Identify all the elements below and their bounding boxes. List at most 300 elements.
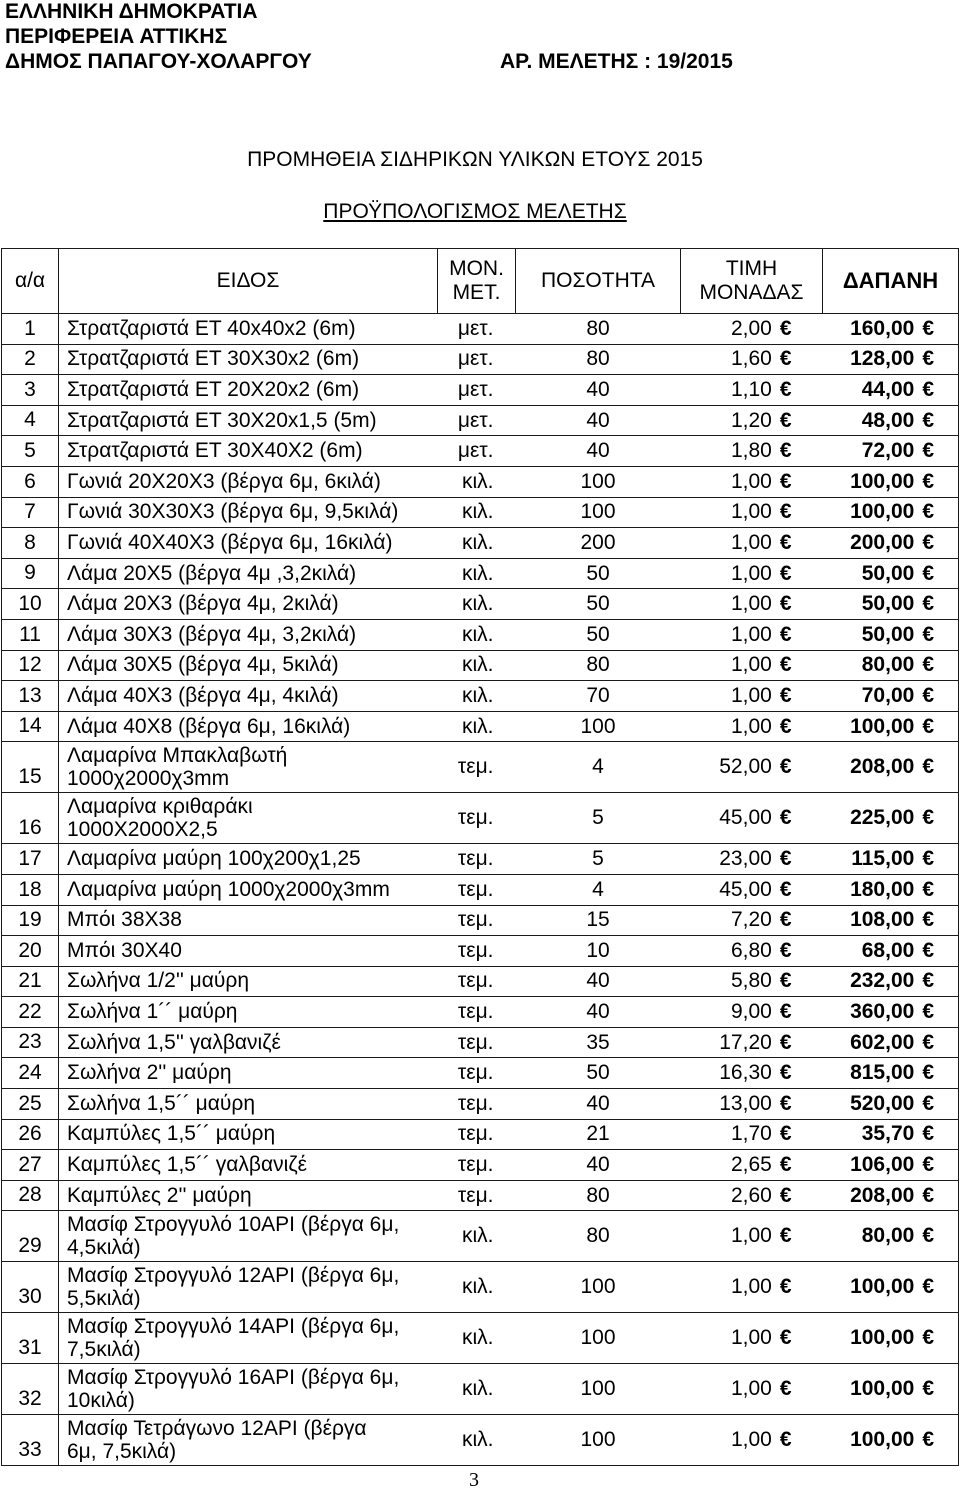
unit-of-measure: τεμ. xyxy=(457,1030,494,1054)
unit-price: 1,00 xyxy=(730,561,772,585)
column-header-item xyxy=(59,249,438,314)
quantity: 40 xyxy=(586,439,610,463)
total-cost-cell xyxy=(823,844,959,875)
table-row xyxy=(2,650,959,681)
unit-of-measure-cell xyxy=(438,1262,516,1313)
quantity-cell xyxy=(516,1415,681,1466)
table-row xyxy=(2,375,959,406)
euro-sign: € xyxy=(779,377,792,401)
item-description: Μασίφ Στρογγυλό 10ΑΡΙ (βέργα 6μ, 4,5κιλά) xyxy=(67,1213,400,1260)
item-description-cell xyxy=(59,1119,438,1150)
row-number: 7 xyxy=(24,500,36,524)
unit-price-cell xyxy=(681,711,823,742)
unit-of-measure-cell xyxy=(438,528,516,559)
table-row xyxy=(2,874,959,905)
total-cost-cell xyxy=(823,1058,959,1089)
euro-sign: € xyxy=(779,1061,792,1085)
row-number: 26 xyxy=(18,1122,42,1146)
quantity-cell xyxy=(516,650,681,681)
row-number: 33 xyxy=(18,1438,42,1462)
table-row xyxy=(2,436,959,467)
unit-of-measure: μετ. xyxy=(457,377,494,401)
unit-of-measure-cell xyxy=(438,1089,516,1120)
row-number-cell xyxy=(2,1313,59,1364)
euro-sign: € xyxy=(922,938,934,962)
quantity-cell xyxy=(516,711,681,742)
quantity: 100 xyxy=(580,1275,616,1299)
column-header-price-line2: ΜΟΝΑΔΑΣ xyxy=(699,281,804,304)
item-description: Λαμαρίνα κριθαράκι 1000Χ2000Χ2,5 xyxy=(67,795,253,842)
total-cost: 100,00 xyxy=(850,469,915,493)
quantity-cell xyxy=(516,1027,681,1058)
unit-of-measure: μετ. xyxy=(457,347,494,371)
euro-sign: € xyxy=(922,1061,934,1085)
row-number-cell xyxy=(2,1150,59,1181)
total-cost-cell xyxy=(823,1364,959,1415)
total-cost-cell xyxy=(823,1211,959,1262)
row-number: 9 xyxy=(24,561,36,585)
item-description-cell xyxy=(59,528,438,559)
quantity: 80 xyxy=(586,1183,610,1207)
unit-of-measure: κιλ. xyxy=(462,530,494,554)
total-cost-cell xyxy=(823,1027,959,1058)
euro-sign: € xyxy=(779,439,792,463)
total-cost: 50,00 xyxy=(861,622,915,646)
row-number: 21 xyxy=(18,969,42,993)
quantity: 40 xyxy=(586,1153,610,1177)
euro-sign: € xyxy=(922,1122,934,1146)
total-cost-cell xyxy=(823,497,959,528)
table-row xyxy=(2,405,959,436)
euro-sign: € xyxy=(922,500,934,524)
unit-price: 1,70 xyxy=(730,1122,772,1146)
quantity: 10 xyxy=(586,938,610,962)
unit-of-measure-cell xyxy=(438,650,516,681)
unit-price-cell xyxy=(681,436,823,467)
quantity-cell xyxy=(516,793,681,844)
total-cost-cell xyxy=(823,528,959,559)
total-cost: 100,00 xyxy=(850,714,915,738)
country-name: ΕΛΛΗΝΙΚΗ ΔΗΜΟΚΡΑΤΙΑ xyxy=(5,0,258,23)
quantity: 100 xyxy=(580,469,616,493)
total-cost: 35,70 xyxy=(861,1122,915,1146)
table-row xyxy=(2,558,959,589)
row-number-cell xyxy=(2,589,59,620)
quantity-cell xyxy=(516,619,681,650)
quantity-cell xyxy=(516,314,681,345)
euro-sign: € xyxy=(779,1377,792,1401)
quantity-cell xyxy=(516,589,681,620)
unit-price-cell xyxy=(681,375,823,406)
euro-sign: € xyxy=(779,408,792,432)
column-header-price-line1: ΤΙΜΗ xyxy=(725,257,778,280)
unit-of-measure: τεμ. xyxy=(457,806,494,830)
unit-price-cell xyxy=(681,742,823,793)
total-cost: 360,00 xyxy=(850,1000,915,1024)
row-number-cell xyxy=(2,314,59,345)
unit-price: 1,00 xyxy=(730,1377,772,1401)
total-cost-cell xyxy=(823,997,959,1028)
unit-of-measure: κιλ. xyxy=(462,683,494,707)
item-description: Λάμα 40Χ8 (βέργα 6μ, 16κιλά) xyxy=(67,714,351,738)
item-description-cell xyxy=(59,650,438,681)
total-cost-cell xyxy=(823,793,959,844)
item-description: Λαμαρίνα Μπακλαβωτή 1000χ2000χ3mm xyxy=(67,744,288,791)
unit-of-measure: κιλ. xyxy=(462,1428,494,1452)
table-row xyxy=(2,466,959,497)
row-number: 27 xyxy=(18,1152,42,1176)
table-body xyxy=(2,314,959,1466)
item-description: Μασίφ Στρογγυλό 16ΑΡΙ (βέργα 6μ, 10κιλά) xyxy=(67,1366,400,1413)
unit-price: 1,00 xyxy=(730,1326,772,1350)
unit-price: 1,00 xyxy=(730,1224,772,1248)
total-cost-cell xyxy=(823,1089,959,1120)
row-number: 25 xyxy=(18,1091,42,1115)
table-row xyxy=(2,1027,959,1058)
row-number-cell xyxy=(2,711,59,742)
total-cost: 100,00 xyxy=(850,500,915,524)
unit-of-measure-cell xyxy=(438,1415,516,1466)
item-description: Γωνιά 20Χ20Χ3 (βέργα 6μ, 6κιλά) xyxy=(67,469,381,493)
total-cost: 815,00 xyxy=(850,1061,915,1085)
total-cost-cell xyxy=(823,1180,959,1211)
unit-price: 1,10 xyxy=(730,377,772,401)
row-number-cell xyxy=(2,1058,59,1089)
unit-price-cell xyxy=(681,1211,823,1262)
item-description-cell xyxy=(59,1415,438,1466)
item-description: Λαμαρίνα μαύρη 100χ200χ1,25 xyxy=(67,847,361,871)
item-description: Καμπύλες 2'' μαύρη xyxy=(67,1183,252,1207)
row-number: 16 xyxy=(18,816,42,840)
unit-price-cell xyxy=(681,314,823,345)
euro-sign: € xyxy=(922,1377,934,1401)
table-row xyxy=(2,1089,959,1120)
total-cost-cell xyxy=(823,1119,959,1150)
table-row xyxy=(2,793,959,844)
item-description: Σωλήνα 1,5'' γαλβανιζέ xyxy=(67,1030,281,1054)
study-number: ΑΡ. ΜΕΛΕΤΗΣ : 19/2015 xyxy=(500,50,733,73)
column-header-quantity-label: ΠΟΣΟΤΗΤΑ xyxy=(540,269,656,292)
unit-of-measure: κιλ. xyxy=(462,1224,494,1248)
quantity: 21 xyxy=(586,1122,610,1146)
item-description-cell xyxy=(59,1211,438,1262)
euro-sign: € xyxy=(779,1224,792,1248)
total-cost-cell xyxy=(823,1262,959,1313)
row-number: 13 xyxy=(18,683,42,707)
total-cost-cell xyxy=(823,1150,959,1181)
quantity: 80 xyxy=(586,316,610,340)
euro-sign: € xyxy=(779,1000,792,1024)
table-header xyxy=(2,249,959,314)
unit-of-measure: κιλ. xyxy=(462,622,494,646)
quantity: 50 xyxy=(586,561,610,585)
column-header-unit-line1: ΜΟΝ. xyxy=(449,257,504,280)
unit-of-measure: τεμ. xyxy=(457,908,494,932)
item-description-cell xyxy=(59,966,438,997)
unit-price-cell xyxy=(681,619,823,650)
unit-of-measure: τεμ. xyxy=(457,1183,494,1207)
unit-of-measure: κιλ. xyxy=(462,592,494,616)
row-number: 31 xyxy=(18,1336,42,1360)
unit-of-measure: κιλ. xyxy=(462,469,494,493)
total-cost: 50,00 xyxy=(861,561,915,585)
unit-price: 23,00 xyxy=(719,847,772,871)
unit-of-measure-cell xyxy=(438,742,516,793)
quantity: 100 xyxy=(580,714,616,738)
item-description: Στρατζαριστά ΕΤ 30Χ40Χ2 (6m) xyxy=(67,439,363,463)
euro-sign: € xyxy=(779,1122,792,1146)
euro-sign: € xyxy=(922,1183,934,1207)
unit-price: 7,20 xyxy=(730,908,772,932)
euro-sign: € xyxy=(779,561,792,585)
total-cost: 208,00 xyxy=(850,1183,915,1207)
row-number: 8 xyxy=(24,530,36,554)
item-description-cell xyxy=(59,466,438,497)
item-description: Γωνιά 30Χ30Χ3 (βέργα 6μ, 9,5κιλά) xyxy=(67,500,399,524)
unit-of-measure-cell xyxy=(438,314,516,345)
unit-price-cell xyxy=(681,936,823,967)
euro-sign: € xyxy=(922,439,934,463)
unit-of-measure: τεμ. xyxy=(457,877,494,901)
row-number-cell xyxy=(2,844,59,875)
row-number-cell xyxy=(2,1119,59,1150)
item-description: Μπόι 38Χ38 xyxy=(67,908,182,932)
unit-of-measure-cell xyxy=(438,844,516,875)
total-cost: 44,00 xyxy=(861,377,915,401)
item-description: Καμπύλες 1,5´´ γαλβανιζέ xyxy=(67,1153,307,1177)
total-cost-cell xyxy=(823,375,959,406)
quantity-cell xyxy=(516,966,681,997)
total-cost: 602,00 xyxy=(850,1030,915,1054)
table-row xyxy=(2,1058,959,1089)
unit-price: 1,00 xyxy=(730,1428,772,1452)
quantity-cell xyxy=(516,997,681,1028)
row-number: 30 xyxy=(18,1285,42,1309)
euro-sign: € xyxy=(779,316,792,340)
euro-sign: € xyxy=(779,714,792,738)
item-description: Σωλήνα 1´´ μαύρη xyxy=(67,1000,238,1024)
document-subtitle: ΠΡΟΫΠΟΛΟΓΙΣΜΟΣ ΜΕΛΕΤΗΣ xyxy=(323,200,627,223)
euro-sign: € xyxy=(922,1224,934,1248)
total-cost-cell xyxy=(823,619,959,650)
item-description-cell xyxy=(59,1364,438,1415)
total-cost: 520,00 xyxy=(850,1091,915,1115)
total-cost-cell xyxy=(823,711,959,742)
unit-of-measure: κιλ. xyxy=(462,653,494,677)
quantity: 4 xyxy=(592,755,604,779)
unit-of-measure: μετ. xyxy=(457,316,494,340)
euro-sign: € xyxy=(779,592,792,616)
row-number-cell xyxy=(2,436,59,467)
row-number: 29 xyxy=(18,1234,42,1258)
euro-sign: € xyxy=(922,653,934,677)
euro-sign: € xyxy=(922,1428,934,1452)
unit-of-measure-cell xyxy=(438,466,516,497)
table-row xyxy=(2,905,959,936)
total-cost-cell xyxy=(823,905,959,936)
total-cost-cell xyxy=(823,344,959,375)
euro-sign: € xyxy=(922,469,934,493)
unit-price: 17,20 xyxy=(719,1030,772,1054)
euro-sign: € xyxy=(779,1326,792,1350)
unit-of-measure-cell xyxy=(438,497,516,528)
unit-price-cell xyxy=(681,1119,823,1150)
unit-price: 52,00 xyxy=(719,755,772,779)
unit-of-measure-cell xyxy=(438,874,516,905)
unit-of-measure-cell xyxy=(438,436,516,467)
item-description-cell xyxy=(59,1089,438,1120)
total-cost-cell xyxy=(823,1313,959,1364)
item-description-cell xyxy=(59,558,438,589)
quantity-cell xyxy=(516,344,681,375)
region-name: ΠΕΡΙΦΕΡΕΙΑ ΑΤΤΙΚΗΣ xyxy=(5,25,228,48)
table-row xyxy=(2,497,959,528)
table-row xyxy=(2,1313,959,1364)
euro-sign: € xyxy=(779,938,792,962)
unit-of-measure: τεμ. xyxy=(457,1061,494,1085)
table-row xyxy=(2,1119,959,1150)
euro-sign: € xyxy=(922,316,934,340)
quantity: 50 xyxy=(586,622,610,646)
quantity: 80 xyxy=(586,653,610,677)
document-subtitle-wrap xyxy=(0,200,950,224)
quantity: 80 xyxy=(586,347,610,371)
row-number: 5 xyxy=(24,438,36,462)
total-cost-cell xyxy=(823,466,959,497)
quantity-cell xyxy=(516,497,681,528)
table-row xyxy=(2,711,959,742)
document-title: ΠΡΟΜΗΘΕΙΑ ΣΙΔΗΡΙΚΩΝ ΥΛΙΚΩΝ ΕΤΟΥΣ 2015 xyxy=(247,148,703,171)
column-header-no xyxy=(2,249,59,314)
euro-sign: € xyxy=(779,500,792,524)
item-description-cell xyxy=(59,619,438,650)
unit-of-measure: τεμ. xyxy=(457,1091,494,1115)
table-header-row xyxy=(2,249,959,314)
unit-price: 2,60 xyxy=(730,1183,772,1207)
unit-of-measure: μετ. xyxy=(457,439,494,463)
unit-price: 1,80 xyxy=(730,439,772,463)
unit-of-measure-cell xyxy=(438,681,516,712)
total-cost: 72,00 xyxy=(861,439,915,463)
item-description: Σωλήνα 1/2'' μαύρη xyxy=(67,969,250,993)
unit-price: 1,00 xyxy=(730,714,772,738)
table-row xyxy=(2,681,959,712)
unit-of-measure-cell xyxy=(438,1313,516,1364)
total-cost-cell xyxy=(823,436,959,467)
row-number: 12 xyxy=(18,653,42,677)
row-number-cell xyxy=(2,905,59,936)
row-number: 23 xyxy=(18,1030,42,1054)
column-header-unit-line2: ΜΕΤ. xyxy=(452,281,501,304)
item-description-cell xyxy=(59,314,438,345)
euro-sign: € xyxy=(922,622,934,646)
row-number: 18 xyxy=(18,877,42,901)
euro-sign: € xyxy=(922,347,934,371)
row-number-cell xyxy=(2,997,59,1028)
unit-of-measure-cell xyxy=(438,344,516,375)
euro-sign: € xyxy=(779,622,792,646)
table-row xyxy=(2,742,959,793)
row-number: 2 xyxy=(24,347,36,371)
unit-of-measure-cell xyxy=(438,936,516,967)
row-number-cell xyxy=(2,405,59,436)
unit-of-measure-cell xyxy=(438,1119,516,1150)
table-row xyxy=(2,314,959,345)
quantity: 40 xyxy=(586,969,610,993)
euro-sign: € xyxy=(922,877,934,901)
row-number: 4 xyxy=(24,408,36,432)
item-description-cell xyxy=(59,742,438,793)
unit-price-cell xyxy=(681,497,823,528)
euro-sign: € xyxy=(922,1275,934,1299)
row-number: 19 xyxy=(18,908,42,932)
total-cost: 232,00 xyxy=(850,969,915,993)
unit-price-cell xyxy=(681,1262,823,1313)
total-cost-cell xyxy=(823,681,959,712)
total-cost: 100,00 xyxy=(850,1428,915,1452)
unit-price-cell xyxy=(681,405,823,436)
item-description-cell xyxy=(59,1313,438,1364)
unit-price-cell xyxy=(681,589,823,620)
unit-of-measure-cell xyxy=(438,1211,516,1262)
quantity-cell xyxy=(516,1058,681,1089)
row-number: 20 xyxy=(18,938,42,962)
row-number-cell xyxy=(2,497,59,528)
euro-sign: € xyxy=(779,1091,792,1115)
unit-price: 6,80 xyxy=(730,938,772,962)
euro-sign: € xyxy=(779,1275,792,1299)
total-cost-cell xyxy=(823,650,959,681)
total-cost: 106,00 xyxy=(850,1153,915,1177)
item-description: Στρατζαριστά ΕΤ 40x40x2 (6m) xyxy=(67,316,356,340)
item-description-cell xyxy=(59,793,438,844)
total-cost: 48,00 xyxy=(861,408,915,432)
euro-sign: € xyxy=(922,1153,934,1177)
unit-of-measure-cell xyxy=(438,589,516,620)
quantity-cell xyxy=(516,1262,681,1313)
total-cost: 80,00 xyxy=(861,1224,915,1248)
unit-of-measure-cell xyxy=(438,405,516,436)
unit-price-cell xyxy=(681,650,823,681)
total-cost: 100,00 xyxy=(850,1326,915,1350)
euro-sign: € xyxy=(779,347,792,371)
table-row xyxy=(2,1211,959,1262)
quantity: 5 xyxy=(592,847,604,871)
quantity-cell xyxy=(516,558,681,589)
unit-price-cell xyxy=(681,466,823,497)
row-number: 15 xyxy=(18,765,42,789)
item-description: Στρατζαριστά ΕΤ 30Χ20x1,5 (5m) xyxy=(67,408,377,432)
unit-of-measure-cell xyxy=(438,997,516,1028)
item-description-cell xyxy=(59,344,438,375)
item-description: Λαμαρίνα μαύρη 1000χ2000χ3mm xyxy=(67,877,390,901)
municipality-name: ΔΗΜΟΣ ΠΑΠΑΓΟΥ-ΧΟΛΑΡΓΟΥ xyxy=(5,50,312,73)
item-description: Μασίφ Στρογγυλό 14ΑΡΙ (βέργα 6μ, 7,5κιλά) xyxy=(67,1315,400,1362)
item-description-cell xyxy=(59,375,438,406)
unit-of-measure-cell xyxy=(438,1150,516,1181)
row-number-cell xyxy=(2,874,59,905)
item-description-cell xyxy=(59,436,438,467)
quantity-cell xyxy=(516,466,681,497)
euro-sign: € xyxy=(922,1091,934,1115)
unit-price-cell xyxy=(681,528,823,559)
item-description: Στρατζαριστά ΕΤ 20Χ20x2 (6m) xyxy=(67,377,360,401)
unit-price: 5,80 xyxy=(730,969,772,993)
row-number: 14 xyxy=(18,714,42,738)
quantity-cell xyxy=(516,874,681,905)
item-description: Λάμα 40Χ3 (βέργα 4μ, 4κιλά) xyxy=(67,683,339,707)
item-description-cell xyxy=(59,405,438,436)
